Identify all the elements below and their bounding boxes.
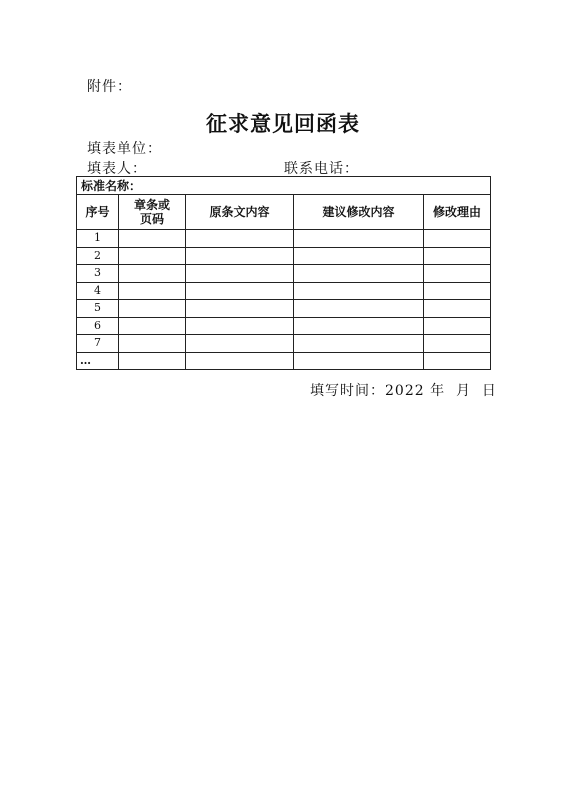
cell-suggestion[interactable] [294, 300, 424, 318]
cell-clause[interactable] [119, 282, 186, 300]
header-original: 原条文内容 [186, 195, 294, 230]
header-suggestion: 建议修改内容 [294, 195, 424, 230]
cell-suggestion[interactable] [294, 265, 424, 283]
cell-reason[interactable] [424, 247, 491, 265]
cell-clause[interactable] [119, 265, 186, 283]
cell-original[interactable] [186, 352, 294, 370]
table-row [77, 230, 491, 248]
cell-suggestion[interactable] [294, 247, 424, 265]
header-reason: 修改理由 [424, 195, 491, 230]
row-seq: 6 [77, 317, 119, 335]
header-clause [119, 195, 186, 230]
cell-reason[interactable] [424, 265, 491, 283]
standard-name-label: 标准名称： [77, 177, 491, 195]
cell-original[interactable] [186, 282, 294, 300]
table-row [77, 247, 491, 265]
row-seq: 7 [77, 335, 119, 353]
cell-original[interactable] [186, 300, 294, 318]
cell-original[interactable] [186, 335, 294, 353]
filling-unit-label: 填表单位： [87, 141, 162, 157]
cell-suggestion[interactable] [294, 317, 424, 335]
row-seq: 5 [77, 300, 119, 318]
table-row [77, 335, 491, 353]
cell-reason[interactable] [424, 352, 491, 370]
cell-clause[interactable] [119, 317, 186, 335]
header-clause-line1: 章条或 [133, 198, 170, 212]
row-seq: 2 [77, 247, 119, 265]
cell-reason[interactable] [424, 300, 491, 318]
table-row [77, 317, 491, 335]
row-seq: 1 [77, 230, 119, 248]
row-seq: 4 [77, 282, 119, 300]
standard-name-row [77, 177, 491, 195]
cell-suggestion[interactable] [294, 230, 424, 248]
table-header-row [77, 195, 491, 230]
row-seq-ellipsis: … [77, 352, 119, 370]
attachment-label: 附件： [87, 79, 132, 95]
cell-reason[interactable] [424, 230, 491, 248]
cell-suggestion[interactable] [294, 352, 424, 370]
document-title: 征求意见回函表 [206, 111, 360, 136]
fill-date-line: 填写时间：2022 年 月 日 [310, 383, 497, 399]
cell-suggestion[interactable] [294, 335, 424, 353]
cell-reason[interactable] [424, 282, 491, 300]
cell-clause[interactable] [119, 335, 186, 353]
cell-reason[interactable] [424, 317, 491, 335]
table-row [77, 300, 491, 318]
cell-original[interactable] [186, 317, 294, 335]
cell-clause[interactable] [119, 352, 186, 370]
cell-reason[interactable] [424, 335, 491, 353]
table-row [77, 265, 491, 283]
feedback-table [76, 176, 491, 370]
row-seq: 3 [77, 265, 119, 283]
cell-clause[interactable] [119, 230, 186, 248]
header-seq: 序号 [77, 195, 119, 230]
table-row [77, 282, 491, 300]
cell-clause[interactable] [119, 300, 186, 318]
table-row [77, 352, 491, 370]
header-clause-line2: 页码 [139, 212, 164, 226]
cell-original[interactable] [186, 265, 294, 283]
filler-label: 填表人： [87, 161, 147, 177]
cell-original[interactable] [186, 247, 294, 265]
cell-suggestion[interactable] [294, 282, 424, 300]
cell-clause[interactable] [119, 247, 186, 265]
contact-phone-label: 联系电话： [284, 161, 359, 177]
cell-original[interactable] [186, 230, 294, 248]
